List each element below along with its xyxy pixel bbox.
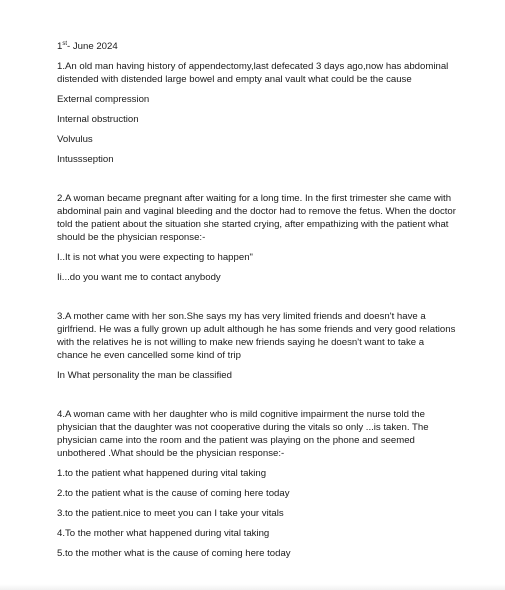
question-spacer [57,291,457,310]
question-1-option-3: Volvulus [57,134,93,145]
question-1-text: 1.An old man having history of appendectomy,last defecated 3 days ago,now has abdominal distended with distended large bowel and empty anal vault what could be the cause [57,61,449,85]
question-spacer [57,173,457,192]
question-4-option-5: 5.to the mother what is the cause of coming here today [57,548,291,559]
date-suffix: st [62,41,68,47]
question-3-text: 3.A mother came with her son.She says my has very limited friends and doesn't have a girlfriend. He was a fully grown up adult although he has some friends and very good relations with the relatives he is not willing to make new friends saying he doesn't want to take a chance he even cancelled some kind of trip [57,311,456,361]
document-date [57,40,457,53]
date-day: 1 [57,41,63,52]
document-content [57,40,457,567]
question-1-option-4: Intussseption [57,154,114,165]
question-4-option-4: 4.To the mother what happened during vital taking [57,528,270,539]
question-4-option-2: 2.to the patient what is the cause of coming here today [57,488,290,499]
question-2-text: 2.A woman became pregnant after waiting for a long time. In the first trimester she came with abdominal pain and vaginal bleeding and the doctor had to remove the fetus. When the doctor told the patient about the situation she started crying, after empathizing with the patient what should be the physician response:- [57,193,456,243]
date-rest: - June 2024 [67,41,118,52]
question-3-prompt: In What personality the man be classified [57,370,232,381]
question-2-option-2: Ii...do you want me to contact anybody [57,272,221,283]
question-1-option-2: Internal obstruction [57,114,139,125]
question-1-option-1: External compression [57,94,150,105]
page-bottom-edge [0,584,505,590]
question-spacer [57,389,457,408]
question-4-option-3: 3.to the patient.nice to meet you can I take your vitals [57,508,284,519]
question-4-option-1: 1.to the patient what happened during vital taking [57,468,267,479]
question-4-text: 4.A woman came with her daughter who is mild cognitive impairment the nurse told the physician that the daughter was not cooperative during the vitals so only ...is taken. The physician came into the room and the patient was playing on the phone and seemed unbothered .What should be the physician response:- [57,409,429,459]
question-2-option-1: I..It is not what you were expecting to happen" [57,252,253,263]
